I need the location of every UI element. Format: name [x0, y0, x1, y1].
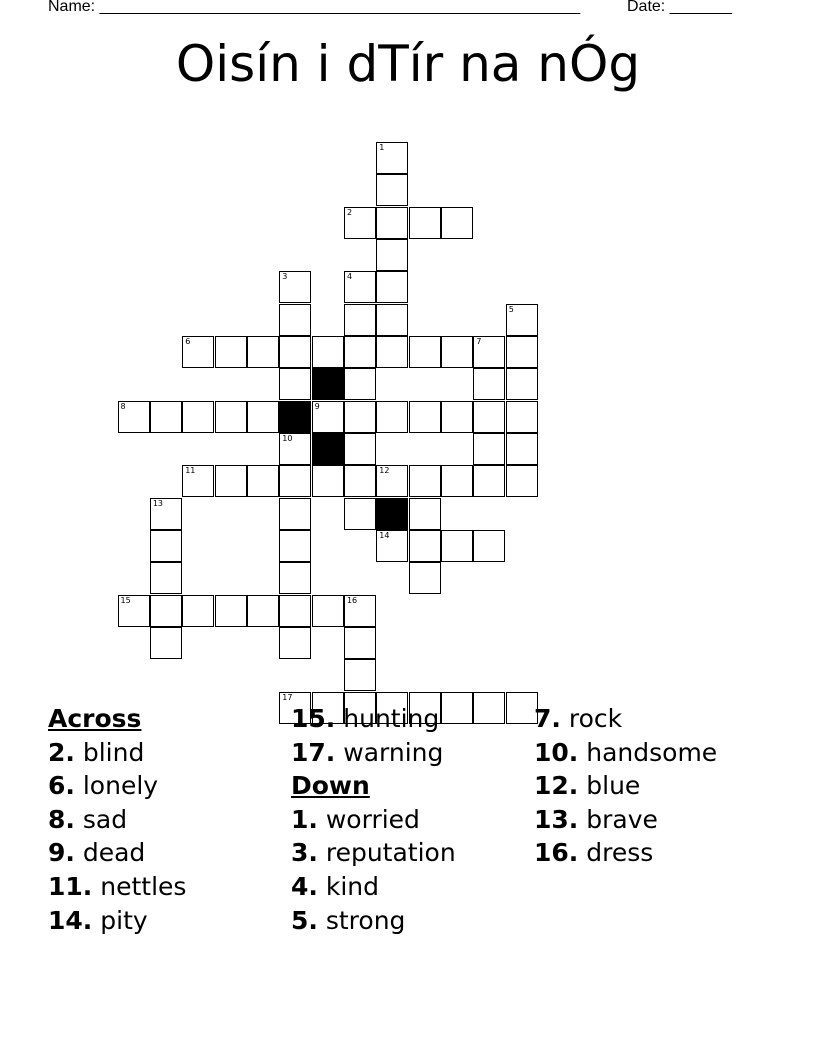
clue-item-text: blue	[586, 771, 641, 801]
grid-cell[interactable]	[441, 207, 473, 239]
name-blank[interactable]: ______________________________________________________	[99, 0, 581, 15]
clue-item	[291, 904, 536, 938]
clue-item-text: kind	[325, 871, 379, 901]
clue-number: 1	[379, 142, 385, 152]
clue-item	[291, 870, 536, 904]
clue-number: 15	[120, 595, 131, 605]
clue-item-text: blind	[82, 737, 145, 767]
clue-item-number: 13.	[534, 804, 579, 834]
grid-cell[interactable]	[376, 304, 408, 336]
grid-cell[interactable]	[409, 530, 441, 562]
grid-cell[interactable]	[150, 530, 182, 562]
clue-item	[534, 736, 779, 770]
clue-number: 12	[379, 466, 390, 476]
grid-cell[interactable]	[344, 401, 376, 433]
clue-item	[48, 836, 293, 870]
clue-item-text: brave	[586, 804, 658, 834]
clue-item-number: 5.	[291, 905, 318, 935]
clue-item-number: 2.	[48, 737, 75, 767]
clue-item-number: 3.	[291, 838, 318, 868]
grid-cell[interactable]	[150, 498, 182, 530]
clue-item	[48, 870, 293, 904]
clue-item-number: 14.	[48, 905, 93, 935]
grid-cell[interactable]	[182, 465, 214, 497]
clue-item-number: 10.	[534, 737, 579, 767]
grid-cell[interactable]	[344, 659, 376, 691]
grid-cell[interactable]	[279, 271, 311, 303]
grid-cell[interactable]	[182, 595, 214, 627]
grid-cell[interactable]	[409, 465, 441, 497]
clue-item-number: 11.	[48, 871, 93, 901]
grid-cell[interactable]	[118, 401, 150, 433]
section-heading: Across	[48, 704, 142, 733]
grid-cell[interactable]	[376, 174, 408, 206]
clue-item-number: 1.	[291, 804, 318, 834]
grid-cell[interactable]	[344, 368, 376, 400]
clue-number: 6	[185, 336, 191, 346]
grid-cell[interactable]	[150, 562, 182, 594]
grid-cell[interactable]	[279, 595, 311, 627]
clue-column-3	[534, 702, 779, 870]
grid-cell[interactable]	[441, 336, 473, 368]
page-title: Oisín i dTír na nÓg	[175, 35, 641, 93]
grid-cell[interactable]	[279, 530, 311, 562]
grid-cell[interactable]	[376, 401, 408, 433]
grid-cell[interactable]	[506, 401, 538, 433]
clue-number: 3	[282, 272, 288, 282]
clue-item	[534, 769, 779, 803]
clue-item-text: hunting	[343, 704, 440, 733]
clue-item	[48, 904, 293, 938]
clue-number: 9	[314, 401, 320, 411]
grid-cell[interactable]	[441, 530, 473, 562]
grid-cell[interactable]	[279, 562, 311, 594]
grid-cell[interactable]	[247, 401, 279, 433]
block-cell	[279, 401, 311, 433]
clue-number: 16	[346, 595, 358, 605]
name-label: Name:	[48, 0, 96, 15]
grid-cell[interactable]	[247, 336, 279, 368]
clue-item	[291, 803, 536, 837]
grid-cell[interactable]	[344, 271, 376, 303]
grid-cell[interactable]	[344, 304, 376, 336]
grid-cell[interactable]	[506, 465, 538, 497]
grid-cell[interactable]	[150, 627, 182, 659]
grid-cell[interactable]	[279, 433, 311, 465]
grid-cell[interactable]	[473, 336, 505, 368]
clue-item	[291, 836, 536, 870]
clue-number: 8	[120, 401, 126, 411]
clue-item	[48, 769, 293, 803]
grid-cell[interactable]	[409, 336, 441, 368]
date-blank[interactable]: _______	[669, 0, 732, 15]
clue-item-number: 17.	[291, 737, 336, 767]
clue-item	[534, 836, 779, 870]
grid-cell[interactable]	[279, 498, 311, 530]
grid-cell[interactable]	[215, 465, 247, 497]
clue-number: 2	[346, 207, 353, 217]
clue-item-number: 12.	[534, 771, 579, 801]
clue-number: 7	[476, 336, 482, 346]
clue-item-text: handsome	[586, 737, 718, 767]
clue-number: 10	[282, 434, 293, 443]
grid-cell[interactable]	[344, 498, 376, 530]
grid-cell[interactable]	[150, 595, 182, 627]
grid-cell[interactable]	[506, 304, 538, 336]
grid-cell[interactable]	[150, 401, 182, 433]
clue-item-text: worried	[325, 804, 420, 834]
grid-cell[interactable]	[344, 336, 376, 368]
grid-cell[interactable]	[312, 595, 344, 627]
clue-item-number: 9.	[48, 838, 75, 868]
clue-item-number: 7.	[534, 704, 561, 733]
clue-item-number: 6.	[48, 771, 75, 801]
grid-cell[interactable]	[376, 239, 408, 271]
grid-cell[interactable]	[182, 401, 214, 433]
clue-item-text: dress	[586, 838, 654, 868]
grid-cell[interactable]	[344, 595, 376, 627]
block-cell	[312, 433, 344, 465]
grid-cell[interactable]	[344, 627, 376, 659]
grid-cell[interactable]	[312, 465, 344, 497]
grid-cell[interactable]	[312, 336, 344, 368]
clue-item-text: sad	[82, 804, 128, 834]
grid-cell[interactable]	[441, 465, 473, 497]
grid-cell[interactable]	[376, 142, 408, 174]
clue-item-text: dead	[82, 838, 146, 868]
grid-cell[interactable]	[247, 465, 279, 497]
grid-cell[interactable]	[344, 207, 376, 239]
clue-item-text: strong	[325, 905, 406, 935]
clue-item	[291, 736, 536, 770]
clue-item	[534, 702, 779, 736]
grid-cell[interactable]	[215, 336, 247, 368]
clue-column-1	[48, 702, 293, 937]
grid-cell[interactable]	[473, 368, 505, 400]
clue-number: 13	[152, 498, 164, 508]
grid-cell[interactable]	[473, 401, 505, 433]
clue-item-text: pity	[100, 905, 148, 935]
clue-item-number: 8.	[48, 804, 75, 834]
grid-cell[interactable]	[506, 336, 538, 368]
clue-number: 11	[185, 466, 196, 476]
grid-cell[interactable]	[215, 595, 247, 627]
grid-cell[interactable]	[473, 433, 505, 465]
clue-item-text: rock	[568, 704, 623, 733]
grid-cell[interactable]	[182, 336, 214, 368]
clue-item-text: warning	[343, 737, 444, 767]
clue-item-text: reputation	[325, 838, 456, 868]
grid-cell[interactable]	[344, 433, 376, 465]
grid-cell[interactable]	[344, 465, 376, 497]
clue-item-number: 15.	[291, 704, 336, 733]
section-heading: Down	[291, 771, 370, 801]
clue-item	[48, 736, 293, 770]
clue-item	[291, 702, 536, 736]
grid-cell[interactable]	[118, 595, 150, 627]
grid-cell[interactable]	[247, 595, 279, 627]
grid-cell[interactable]	[279, 368, 311, 400]
block-cell	[376, 498, 408, 530]
grid-cell[interactable]	[312, 401, 344, 433]
clue-number: 4	[346, 272, 353, 282]
date-label: Date:	[627, 0, 666, 15]
grid-cell[interactable]	[506, 368, 538, 400]
grid-cell[interactable]	[279, 627, 311, 659]
grid-cell[interactable]	[376, 530, 408, 562]
clue-item	[534, 803, 779, 837]
grid-cell[interactable]	[506, 433, 538, 465]
grid-cell[interactable]	[441, 401, 473, 433]
grid-cell[interactable]	[409, 498, 441, 530]
clue-number: 17	[282, 692, 293, 702]
block-cell	[312, 368, 344, 400]
clue-item	[48, 803, 293, 837]
clue-item-text: nettles	[100, 871, 187, 901]
grid-cell[interactable]	[279, 304, 311, 336]
grid-cell[interactable]	[409, 401, 441, 433]
grid-cell[interactable]	[376, 336, 408, 368]
clue-column-2	[291, 702, 536, 937]
grid-cell[interactable]	[376, 207, 408, 239]
clue-item-text: lonely	[82, 771, 159, 801]
grid-cell[interactable]	[215, 401, 247, 433]
clue-number: 14	[379, 531, 390, 541]
grid-cell[interactable]	[279, 336, 311, 368]
grid-cell[interactable]	[376, 465, 408, 497]
grid-cell[interactable]	[376, 271, 408, 303]
grid-cell[interactable]	[473, 530, 505, 562]
grid-cell[interactable]	[279, 465, 311, 497]
grid-cell[interactable]	[409, 207, 441, 239]
clue-item-number: 16.	[534, 838, 579, 868]
clue-number: 5	[508, 304, 514, 314]
grid-cell[interactable]	[473, 465, 505, 497]
clue-item-number: 4.	[291, 871, 318, 901]
grid-cell[interactable]	[409, 562, 441, 594]
